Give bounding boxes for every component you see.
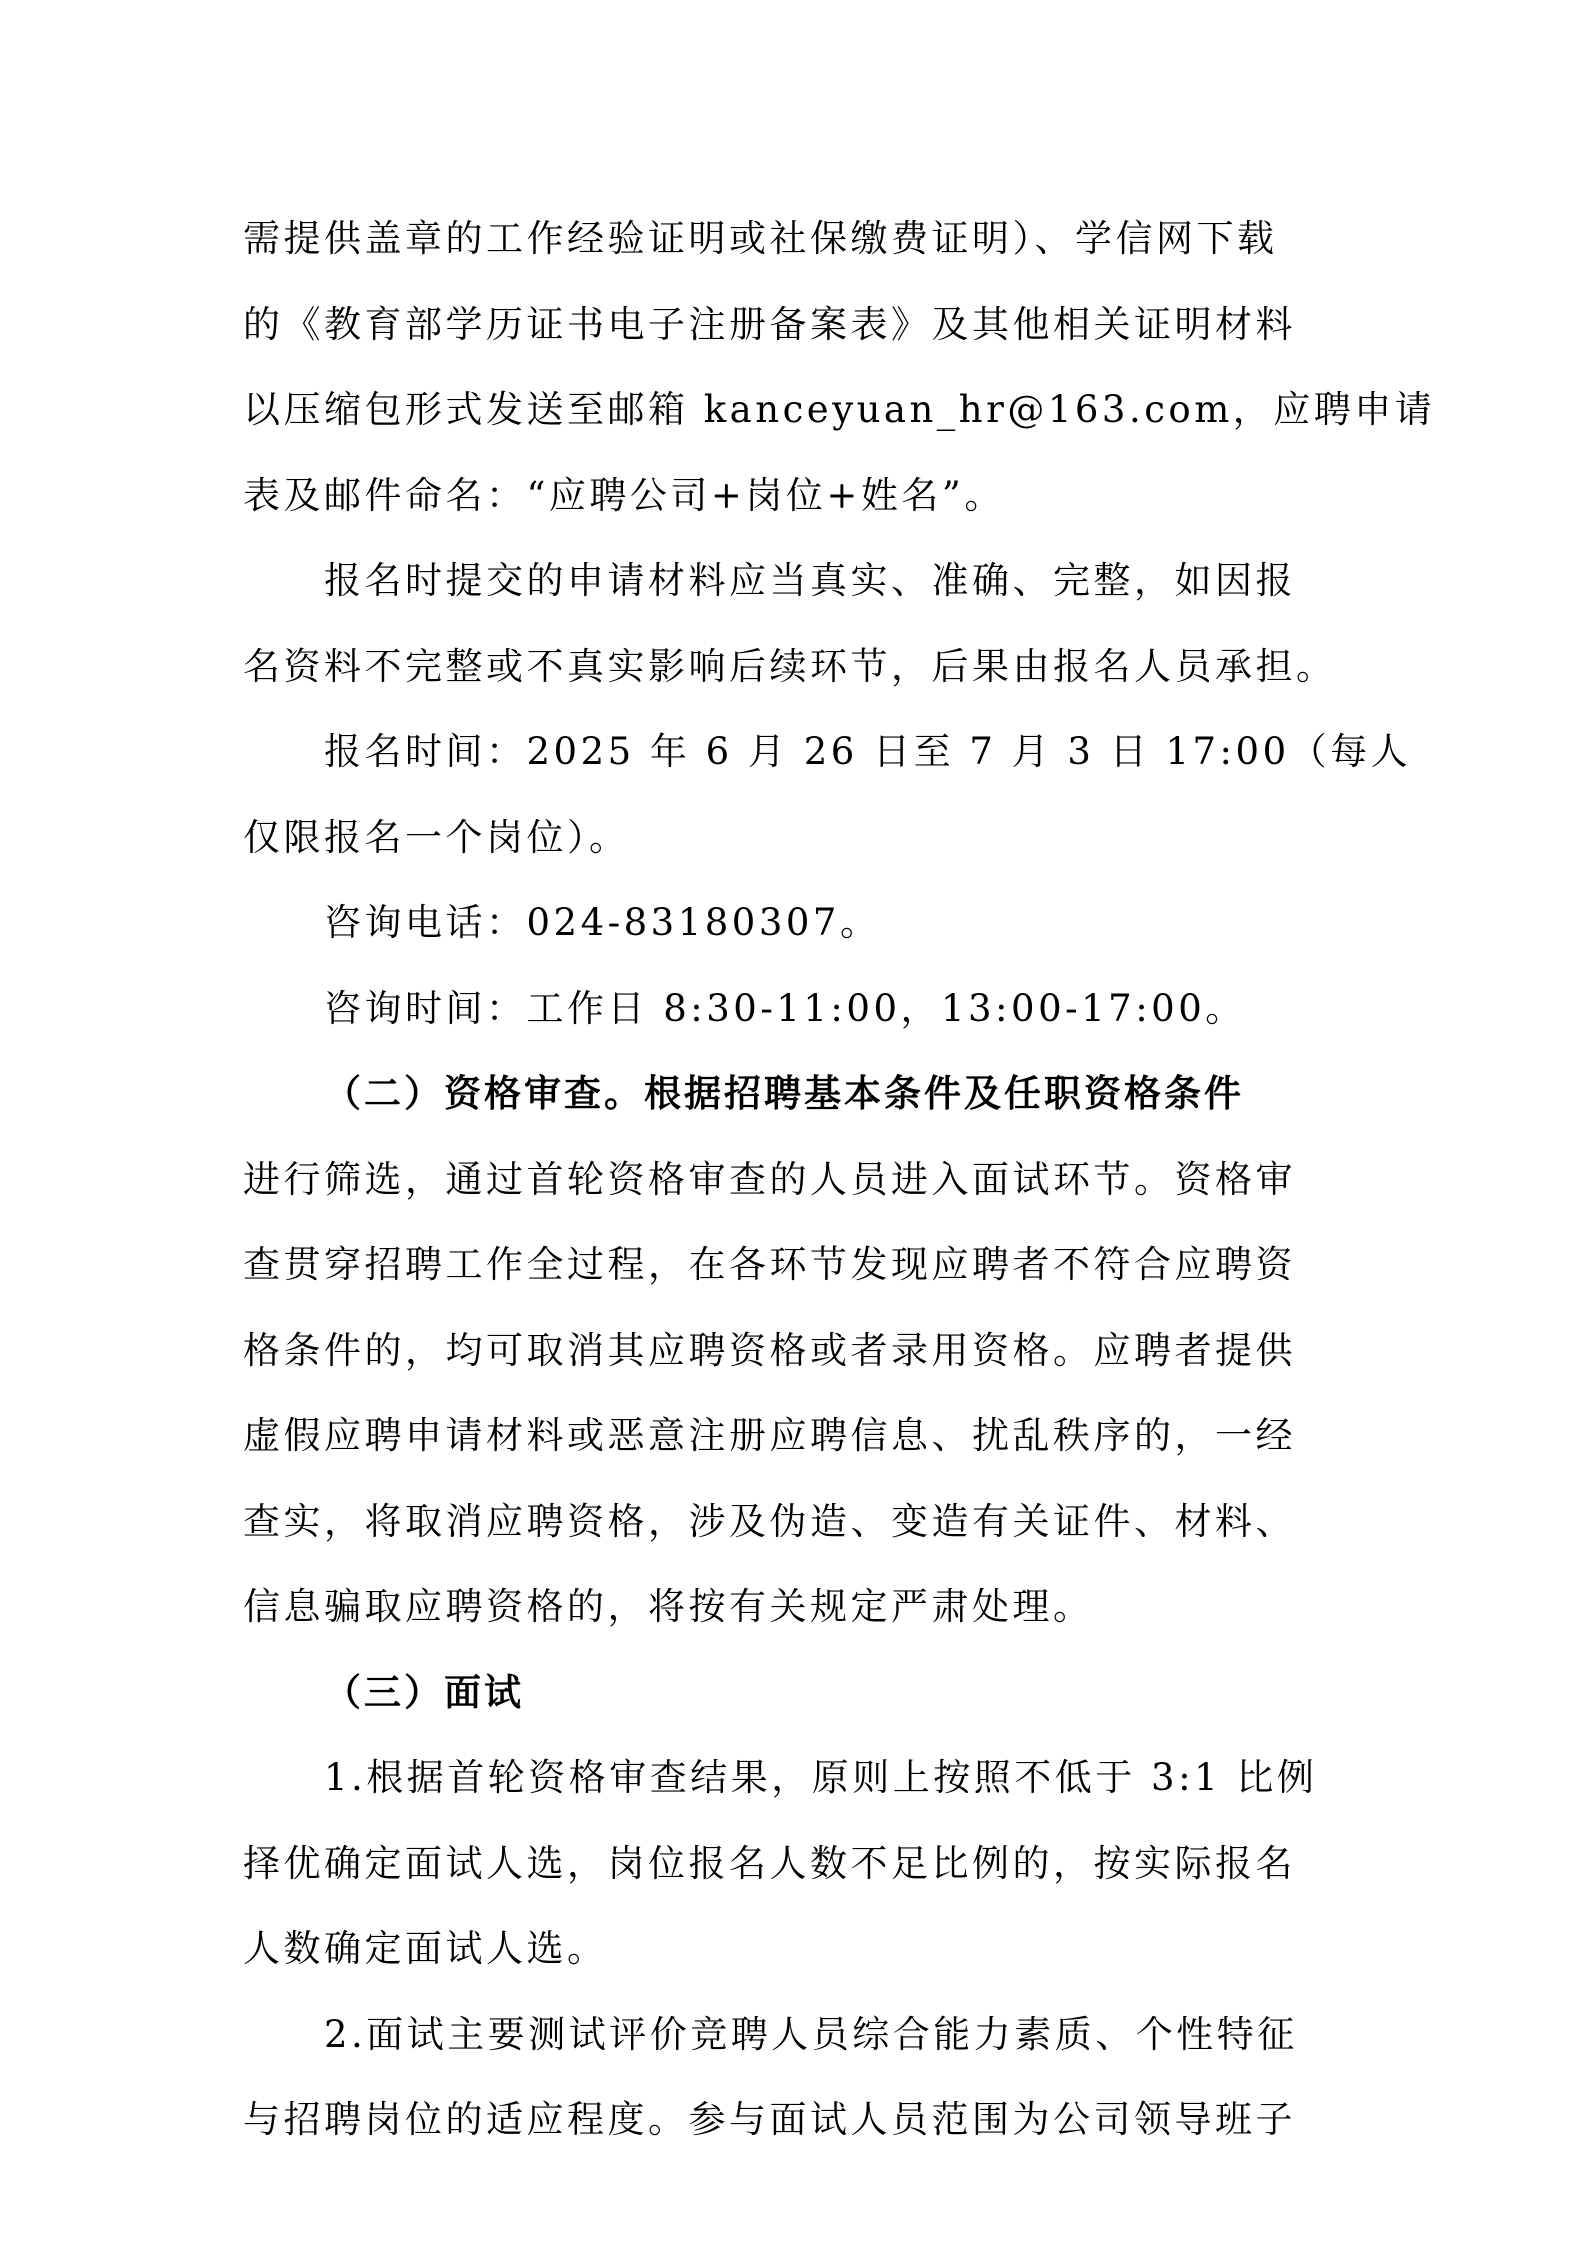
text-line: 报名时间：2025 年 6 月 26 日至 7 月 3 日 17:00（每人 [324, 730, 1412, 773]
section-heading-interview: （三）面试 [324, 1670, 524, 1714]
text-line: 虚假应聘申请材料或恶意注册应聘信息、扰乱秩序的，一经 [243, 1414, 1296, 1457]
text-line: 1.根据首轮资格审查结果，原则上按照不低于 3:1 比例 [324, 1756, 1318, 1799]
text-line: 择优确定面试人选，岗位报名人数不足比例的，按实际报名 [243, 1841, 1296, 1885]
text-line: 格条件的，均可取消其应聘资格或者录用资格。应聘者提供 [243, 1328, 1296, 1372]
text-line: 名资料不完整或不真实影响后续环节，后果由报名人员承担。 [243, 644, 1337, 688]
text-line: 咨询电话：024-83180307。 [324, 901, 881, 944]
text-line: 信息骗取应聘资格的，将按有关规定严肃处理。 [243, 1585, 1094, 1628]
section-heading-qualification: （二）资格审查。根据招聘基本条件及任职资格条件 [324, 1072, 1244, 1115]
text-line: 2.面试主要测试评价竞聘人员综合能力素质、个性特征 [324, 2012, 1298, 2056]
text-line: 需提供盖章的工作经验证明或社保缴费证明）、学信网下载 [243, 217, 1278, 260]
text-line: 进行筛选，通过首轮资格审查的人员进入面试环节。资格审 [243, 1157, 1296, 1201]
text-line: 以压缩包形式发送至邮箱 kanceyuan_hr@163.com，应聘申请 [243, 388, 1436, 431]
text-line: 查实，将取消应聘资格，涉及伪造、变造有关证件、材料、 [243, 1499, 1296, 1543]
text-line: 咨询时间：工作日 8:30-11:00，13:00-17:00。 [324, 986, 1246, 1030]
text-line: 人数确定面试人选。 [243, 1927, 608, 1970]
text-line: 的《教育部学历证书电子注册备案表》及其他相关证明材料 [243, 302, 1296, 346]
text-line: 报名时提交的申请材料应当真实、准确、完整，如因报 [324, 559, 1296, 602]
text-line: 表及邮件命名：“应聘公司+岗位+姓名”。 [243, 473, 1005, 517]
text-line: 仅限报名一个岗位）。 [243, 815, 630, 859]
text-line: 与招聘岗位的适应程度。参与面试人员范围为公司领导班子 [243, 2098, 1296, 2141]
text-line: 查贯穿招聘工作全过程，在各环节发现应聘者不符合应聘资 [243, 1243, 1296, 1286]
document-body [243, 208, 1436, 2175]
